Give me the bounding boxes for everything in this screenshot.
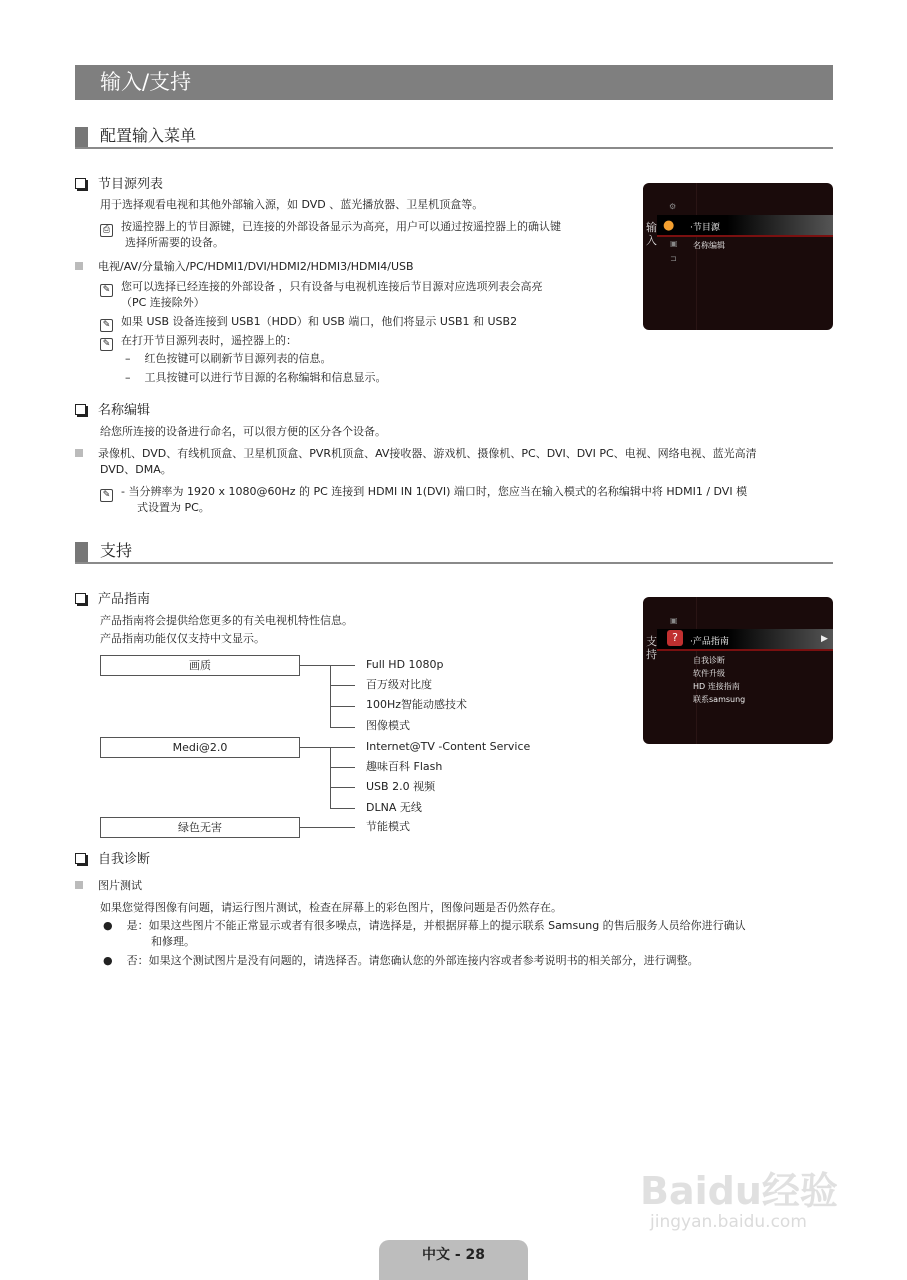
- highlight-bar: [657, 629, 833, 651]
- note-icon: ✎: [100, 338, 113, 351]
- menu-item: HD 连接指南: [693, 682, 740, 691]
- note-text: 按遥控器上的节目源键，已连接的外部设备显示为高亮，用户可以通过按遥控器上的确认键: [121, 220, 561, 233]
- source-note1b: 选择所需要的设备。: [125, 236, 224, 249]
- screen-icon: ▣: [670, 616, 678, 625]
- source-note3: [100, 314, 517, 332]
- diag-desc: 如果您觉得图像有问题，请运行图片测试，检查在屏幕上的彩色图片，图像问题是否仍然存在。: [100, 901, 562, 914]
- heading-name-edit: [75, 403, 150, 419]
- heading-text: 产品指南: [98, 592, 151, 607]
- bullet-yes: ● 是：如果这些图片不能正常显示或者有很多噪点，请选择是，并根据屏幕上的提示联系 Samsung 的售后服务人员给你进行确认: [103, 919, 746, 932]
- dash-text: 工具按键可以进行节目源的名称编辑和信息显示。: [144, 371, 387, 384]
- group-item: Full HD 1080p: [366, 658, 444, 671]
- group-item: 100Hz智能动感技术: [366, 698, 468, 711]
- group-item: 趣味百科 Flash: [366, 760, 443, 773]
- bullet-text: 是：如果这些图片不能正常显示或者有很多噪点，请选择是，并根据屏幕上的提示联系 Samsung 的售后服务人员给你进行确认: [126, 919, 746, 932]
- checkbox-bullet-icon: [75, 593, 86, 604]
- group-box: Medi@2.0: [100, 737, 300, 758]
- device-list-text: 录像机、DVD、有线机顶盒、卫星机顶盒、PVR机顶盒、AV接收器、游戏机、摄像机、PC、DVI、DVI PC、电视、网络电视、蓝光高清: [98, 447, 757, 460]
- help-icon: ?: [667, 630, 683, 646]
- input-icon: ⊐: [670, 254, 677, 263]
- checkbox-bullet-icon: [75, 404, 86, 415]
- checkbox-bullet-icon: [75, 853, 86, 864]
- sub-text: 图片测试: [98, 879, 142, 892]
- group-item: Internet@TV -Content Service: [366, 740, 531, 753]
- heading-product-guide: [75, 592, 150, 608]
- note-text: 如果 USB 设备连接到 USB1（HDD）和 USB 端口，他们将显示 USB1 和 USB2: [121, 315, 518, 328]
- source-note2b: （PC 连接除外）: [121, 296, 205, 309]
- guide-desc1: 产品指南将会提供给您更多的有关电视机特性信息。: [100, 614, 353, 627]
- heading-self-diagnosis: [75, 852, 150, 868]
- gear-icon: ⚙: [669, 202, 677, 211]
- note-icon: ✎: [100, 319, 113, 332]
- dash-item-2: – 工具按键可以进行节目源的名称编辑和信息显示。: [125, 371, 387, 384]
- screen-icon: ▣: [670, 239, 678, 248]
- input-plug-icon: ●: [663, 218, 675, 233]
- baidu-watermark-logo: Baidu经验: [640, 1169, 838, 1213]
- group-item: 百万级对比度: [366, 678, 432, 691]
- group-item: DLNA 无线: [366, 801, 422, 814]
- group-item: 节能模式: [366, 820, 410, 833]
- inputs-text: 电视/AV/分量输入/PC/HDMI1/DVI/HDMI2/HDMI3/HDMI4/USB: [98, 260, 414, 273]
- checkbox-bullet-icon: [75, 178, 86, 189]
- menu-side-label: 支持: [646, 635, 657, 661]
- connector: [330, 706, 355, 707]
- square-bullet-icon: [75, 449, 83, 457]
- device-list: [75, 446, 757, 462]
- device-list-b: DVD、DMA。: [100, 463, 172, 476]
- note-icon: ✎: [100, 284, 113, 297]
- note-text: 在打开节目源列表时，遥控器上的：: [121, 334, 297, 347]
- connector: [300, 665, 355, 666]
- selected-text: 节目源: [692, 223, 720, 233]
- menu-item: 自我诊断: [693, 656, 725, 665]
- connector: [300, 747, 355, 748]
- bullet-yes-b: 和修理。: [151, 935, 195, 948]
- menu-item: 软件升级: [693, 669, 725, 678]
- section-title-support: 支持: [75, 540, 833, 564]
- connector: [330, 808, 355, 809]
- connector: [330, 727, 355, 728]
- group-item: USB 2.0 视频: [366, 780, 436, 793]
- highlight-bar: [657, 215, 833, 237]
- heading-text: 名称编辑: [98, 403, 151, 418]
- remote-icon: ⎙: [100, 224, 113, 237]
- connector: [300, 827, 355, 828]
- heading-text: 节目源列表: [98, 177, 164, 192]
- guide-desc2: 产品指南功能仅仅支持中文显示。: [100, 632, 265, 645]
- heading-source-list: [75, 177, 163, 193]
- name-edit-note-b: 式设置为 PC。: [137, 501, 210, 514]
- connector: [330, 767, 355, 768]
- tv-input-menu-screenshot: [643, 183, 833, 330]
- menu-item: 联系samsung: [693, 695, 746, 704]
- dash-text: 红色按键可以刷新节目源列表的信息。: [144, 352, 332, 365]
- group-box: 画质: [100, 655, 300, 676]
- page-number: 中文 - 28: [379, 1240, 528, 1280]
- page-title: 输入/支持: [75, 65, 833, 100]
- note-text: - 当分辨率为 1920 x 1080@60Hz 的 PC 连接到 HDMI IN 1(DVI) 端口时，您应当在输入模式的名称编辑中将 HDMI1 / DVI 模: [121, 485, 748, 498]
- dash-item-1: – 红色按键可以刷新节目源列表的信息。: [125, 352, 332, 365]
- menu-item-selected: ·产品指南: [690, 637, 729, 647]
- tv-support-menu-screenshot: [643, 597, 833, 744]
- heading-text: 自我诊断: [98, 852, 151, 867]
- menu-side-label: 输入: [646, 221, 657, 247]
- selected-text: 产品指南: [692, 637, 729, 647]
- inputs-list: [75, 259, 414, 275]
- icon-column: [657, 183, 697, 330]
- menu-item-selected: ·节目源: [690, 223, 720, 233]
- menu-item: 名称编辑: [693, 241, 725, 250]
- note-text: 您可以选择已经连接的外部设备 ，只有设备与电视机连接后节目源对应选项列表会高亮: [121, 280, 543, 293]
- connector: [330, 665, 331, 727]
- note-icon: ✎: [100, 489, 113, 502]
- name-edit-desc: 给您所连接的设备进行命名，可以很方便的区分各个设备。: [100, 425, 386, 438]
- square-bullet-icon: [75, 262, 83, 270]
- bullet-text: 否：如果这个测试图片是没有问题的，请选择否。请您确认您的外部连接内容或者参考说明书的相关部分，进行调整。: [126, 954, 699, 967]
- arrow-right-icon: ▶: [821, 634, 828, 644]
- source-desc: 用于选择观看电视和其他外部输入源，如 DVD 、蓝光播放器、卫星机顶盒等。: [100, 198, 484, 211]
- source-note4: [100, 333, 297, 351]
- square-bullet-icon: [75, 881, 83, 889]
- connector: [330, 685, 355, 686]
- group-box: 绿色无害: [100, 817, 300, 838]
- group-item: 图像模式: [366, 719, 410, 732]
- picture-test: [75, 878, 142, 894]
- connector: [330, 747, 331, 808]
- connector: [330, 787, 355, 788]
- bullet-no: ● 否：如果这个测试图片是没有问题的，请选择否。请您确认您的外部连接内容或者参考说明书的相关部分，进行调整。: [103, 954, 699, 967]
- section-title-input-menu: 配置输入菜单: [75, 125, 833, 149]
- baidu-watermark-url: jingyan.baidu.com: [650, 1212, 807, 1232]
